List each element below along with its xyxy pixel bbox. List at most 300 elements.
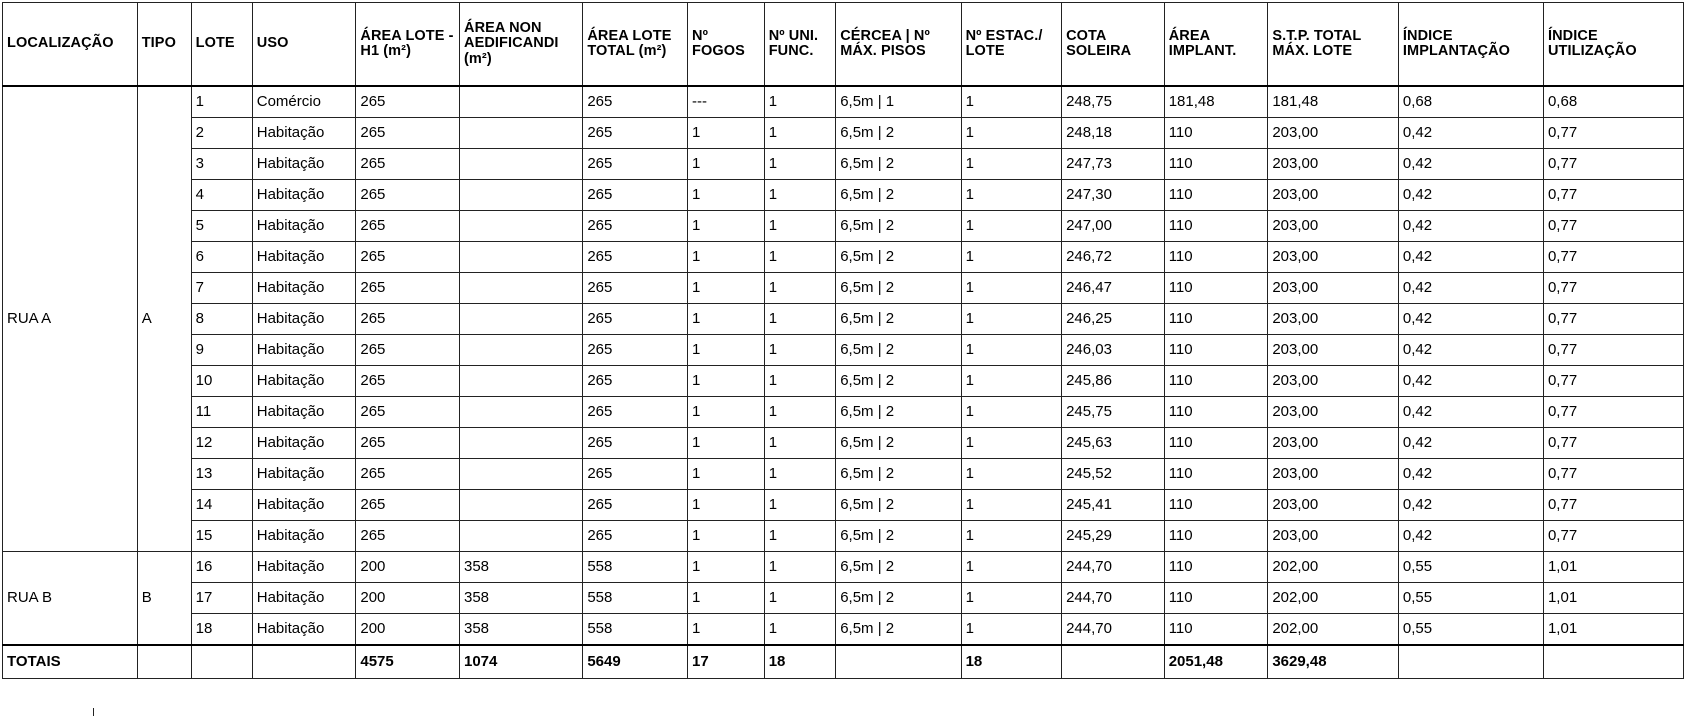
totals-tipo-cell (137, 645, 191, 679)
fogos-cell: 1 (688, 521, 765, 552)
col-header-tipo: TIPO (137, 3, 191, 87)
total-area-non-aedificandi: 1074 (460, 645, 583, 679)
col-header-fogos: Nº FOGOS (688, 3, 765, 87)
fogos-cell: 1 (688, 335, 765, 366)
stp-total-cell: 203,00 (1268, 304, 1399, 335)
estac-lote-cell: 1 (961, 428, 1062, 459)
indice-utilizacao-cell: 0,77 (1543, 273, 1683, 304)
area-implant-cell: 181,48 (1164, 86, 1268, 118)
cota-soleira-cell: 248,18 (1062, 118, 1165, 149)
indice-utilizacao-cell: 0,77 (1543, 397, 1683, 428)
indice-implantacao-cell: 0,42 (1398, 335, 1543, 366)
cota-soleira-cell: 244,70 (1062, 614, 1165, 646)
cota-soleira-cell: 246,03 (1062, 335, 1165, 366)
col-header-localizacao: LOCALIZAÇÃO (3, 3, 138, 87)
cota-soleira-cell: 245,52 (1062, 459, 1165, 490)
total-area-implant: 2051,48 (1164, 645, 1268, 679)
lote-cell: 14 (191, 490, 252, 521)
estac-lote-cell: 1 (961, 211, 1062, 242)
area-lote-h1-cell: 265 (356, 459, 460, 490)
stp-total-cell: 203,00 (1268, 242, 1399, 273)
fogos-cell: 1 (688, 118, 765, 149)
cercea-pisos-cell: 6,5m | 2 (836, 583, 961, 614)
indice-implantacao-cell: 0,42 (1398, 428, 1543, 459)
uso-cell: Habitação (252, 428, 356, 459)
table-row (3, 552, 1684, 583)
cota-soleira-cell: 247,00 (1062, 211, 1165, 242)
area-non-aedificandi-cell (460, 86, 583, 118)
stp-total-cell: 202,00 (1268, 614, 1399, 646)
header-row (3, 3, 1684, 87)
table-row (3, 583, 1684, 614)
indice-utilizacao-cell: 0,77 (1543, 335, 1683, 366)
area-lote-h1-cell: 200 (356, 583, 460, 614)
totals-cercea-cell (836, 645, 961, 679)
area-lote-h1-cell: 265 (356, 180, 460, 211)
fogos-cell: 1 (688, 211, 765, 242)
uso-cell: Habitação (252, 118, 356, 149)
localizacao-cell: RUA A (3, 86, 138, 552)
uni-func-cell: 1 (764, 552, 836, 583)
cota-soleira-cell: 245,86 (1062, 366, 1165, 397)
cota-soleira-cell: 245,29 (1062, 521, 1165, 552)
area-lote-h1-cell: 265 (356, 428, 460, 459)
indice-utilizacao-cell: 0,77 (1543, 490, 1683, 521)
uso-cell: Habitação (252, 490, 356, 521)
fogos-cell: 1 (688, 490, 765, 521)
table-row (3, 211, 1684, 242)
area-non-aedificandi-cell (460, 149, 583, 180)
area-lote-h1-cell: 265 (356, 242, 460, 273)
cercea-pisos-cell: 6,5m | 2 (836, 521, 961, 552)
area-non-aedificandi-cell: 358 (460, 552, 583, 583)
uni-func-cell: 1 (764, 614, 836, 646)
uso-cell: Habitação (252, 273, 356, 304)
uni-func-cell: 1 (764, 335, 836, 366)
fogos-cell: 1 (688, 149, 765, 180)
col-header-area-non-aedificandi: ÁREA NON AEDIFICANDI (m²) (460, 3, 583, 87)
lote-cell: 10 (191, 366, 252, 397)
lote-cell: 4 (191, 180, 252, 211)
uso-cell: Habitação (252, 335, 356, 366)
area-lote-total-cell: 265 (583, 366, 688, 397)
lote-cell: 3 (191, 149, 252, 180)
area-implant-cell: 110 (1164, 211, 1268, 242)
area-non-aedificandi-cell: 358 (460, 583, 583, 614)
indice-implantacao-cell: 0,42 (1398, 273, 1543, 304)
lote-cell: 7 (191, 273, 252, 304)
indice-implantacao-cell: 0,55 (1398, 583, 1543, 614)
indice-implantacao-cell: 0,42 (1398, 521, 1543, 552)
total-estac: 18 (961, 645, 1062, 679)
estac-lote-cell: 1 (961, 242, 1062, 273)
cercea-pisos-cell: 6,5m | 2 (836, 459, 961, 490)
lote-cell: 9 (191, 335, 252, 366)
cercea-pisos-cell: 6,5m | 2 (836, 180, 961, 211)
cota-soleira-cell: 246,72 (1062, 242, 1165, 273)
area-lote-h1-cell: 200 (356, 552, 460, 583)
table-row (3, 459, 1684, 490)
stp-total-cell: 203,00 (1268, 149, 1399, 180)
indice-implantacao-cell: 0,42 (1398, 242, 1543, 273)
stp-total-cell: 203,00 (1268, 273, 1399, 304)
table-row (3, 273, 1684, 304)
area-lote-total-cell: 265 (583, 521, 688, 552)
cercea-pisos-cell: 6,5m | 2 (836, 428, 961, 459)
area-non-aedificandi-cell (460, 304, 583, 335)
area-lote-total-cell: 265 (583, 149, 688, 180)
lote-cell: 18 (191, 614, 252, 646)
uso-cell: Habitação (252, 149, 356, 180)
col-header-area-lote-h1: ÁREA LOTE - H1 (m²) (356, 3, 460, 87)
indice-implantacao-cell: 0,42 (1398, 149, 1543, 180)
table-row (3, 614, 1684, 646)
indice-implantacao-cell: 0,42 (1398, 118, 1543, 149)
cota-soleira-cell: 244,70 (1062, 583, 1165, 614)
uni-func-cell: 1 (764, 180, 836, 211)
uso-cell: Habitação (252, 459, 356, 490)
table-row (3, 521, 1684, 552)
lote-cell: 13 (191, 459, 252, 490)
cercea-pisos-cell: 6,5m | 2 (836, 490, 961, 521)
uni-func-cell: 1 (764, 149, 836, 180)
area-lote-h1-cell: 265 (356, 397, 460, 428)
table-row (3, 490, 1684, 521)
estac-lote-cell: 1 (961, 583, 1062, 614)
indice-implantacao-cell: 0,42 (1398, 459, 1543, 490)
estac-lote-cell: 1 (961, 335, 1062, 366)
uni-func-cell: 1 (764, 211, 836, 242)
col-header-lote: LOTE (191, 3, 252, 87)
table-row (3, 86, 1684, 118)
area-implant-cell: 110 (1164, 459, 1268, 490)
area-lote-total-cell: 265 (583, 180, 688, 211)
area-lote-h1-cell: 265 (356, 273, 460, 304)
estac-lote-cell: 1 (961, 118, 1062, 149)
lote-cell: 6 (191, 242, 252, 273)
stp-total-cell: 203,00 (1268, 521, 1399, 552)
cercea-pisos-cell: 6,5m | 2 (836, 552, 961, 583)
indice-utilizacao-cell: 1,01 (1543, 614, 1683, 646)
stp-total-cell: 202,00 (1268, 583, 1399, 614)
col-header-area-lote-total: ÁREA LOTE TOTAL (m²) (583, 3, 688, 87)
indice-utilizacao-cell: 1,01 (1543, 552, 1683, 583)
cota-soleira-cell: 246,25 (1062, 304, 1165, 335)
table-row (3, 366, 1684, 397)
fogos-cell: 1 (688, 273, 765, 304)
indice-implantacao-cell: 0,55 (1398, 552, 1543, 583)
col-header-area-implant: ÁREA IMPLANT. (1164, 3, 1268, 87)
lote-cell: 8 (191, 304, 252, 335)
cota-soleira-cell: 247,73 (1062, 149, 1165, 180)
uni-func-cell: 1 (764, 86, 836, 118)
totals-label: TOTAIS (3, 645, 138, 679)
indice-implantacao-cell: 0,42 (1398, 490, 1543, 521)
stp-total-cell: 203,00 (1268, 335, 1399, 366)
area-lote-total-cell: 265 (583, 273, 688, 304)
fogos-cell: 1 (688, 242, 765, 273)
estac-lote-cell: 1 (961, 490, 1062, 521)
indice-utilizacao-cell: 0,77 (1543, 459, 1683, 490)
fogos-cell: 1 (688, 459, 765, 490)
area-lote-h1-cell: 265 (356, 490, 460, 521)
table-row (3, 180, 1684, 211)
lote-cell: 5 (191, 211, 252, 242)
uso-cell: Habitação (252, 614, 356, 646)
indice-utilizacao-cell: 0,77 (1543, 149, 1683, 180)
area-implant-cell: 110 (1164, 366, 1268, 397)
area-non-aedificandi-cell (460, 335, 583, 366)
estac-lote-cell: 1 (961, 614, 1062, 646)
stp-total-cell: 203,00 (1268, 211, 1399, 242)
table-row (3, 335, 1684, 366)
indice-utilizacao-cell: 0,68 (1543, 86, 1683, 118)
uni-func-cell: 1 (764, 242, 836, 273)
area-non-aedificandi-cell (460, 397, 583, 428)
indice-utilizacao-cell: 0,77 (1543, 521, 1683, 552)
uso-cell: Habitação (252, 583, 356, 614)
area-implant-cell: 110 (1164, 583, 1268, 614)
area-implant-cell: 110 (1164, 180, 1268, 211)
totals-lote-cell (191, 645, 252, 679)
area-lote-total-cell: 265 (583, 459, 688, 490)
table-row (3, 242, 1684, 273)
table-body (3, 86, 1684, 645)
uni-func-cell: 1 (764, 428, 836, 459)
totals-indice-implantacao-cell (1398, 645, 1543, 679)
area-non-aedificandi-cell (460, 490, 583, 521)
table-row (3, 149, 1684, 180)
indice-utilizacao-cell: 0,77 (1543, 428, 1683, 459)
estac-lote-cell: 1 (961, 304, 1062, 335)
cercea-pisos-cell: 6,5m | 2 (836, 335, 961, 366)
area-lote-total-cell: 265 (583, 242, 688, 273)
area-non-aedificandi-cell (460, 428, 583, 459)
table-row (3, 428, 1684, 459)
totals-indice-utilizacao-cell (1543, 645, 1683, 679)
stp-total-cell: 181,48 (1268, 86, 1399, 118)
area-implant-cell: 110 (1164, 304, 1268, 335)
estac-lote-cell: 1 (961, 397, 1062, 428)
table-row (3, 397, 1684, 428)
area-lote-h1-cell: 265 (356, 149, 460, 180)
area-lote-total-cell: 265 (583, 118, 688, 149)
uni-func-cell: 1 (764, 118, 836, 149)
cercea-pisos-cell: 6,5m | 2 (836, 273, 961, 304)
fogos-cell: --- (688, 86, 765, 118)
area-implant-cell: 110 (1164, 428, 1268, 459)
cota-soleira-cell: 245,63 (1062, 428, 1165, 459)
col-header-stp-total: S.T.P. TOTAL MÁX. LOTE (1268, 3, 1399, 87)
lote-cell: 1 (191, 86, 252, 118)
area-non-aedificandi-cell (460, 211, 583, 242)
tipo-cell: A (137, 86, 191, 552)
uni-func-cell: 1 (764, 304, 836, 335)
lot-parameters-table (2, 2, 1684, 679)
stp-total-cell: 203,00 (1268, 180, 1399, 211)
area-lote-total-cell: 265 (583, 211, 688, 242)
stp-total-cell: 203,00 (1268, 118, 1399, 149)
uni-func-cell: 1 (764, 490, 836, 521)
uso-cell: Comércio (252, 86, 356, 118)
fogos-cell: 1 (688, 552, 765, 583)
lote-cell: 2 (191, 118, 252, 149)
col-header-indice-implantacao: ÍNDICE IMPLANTAÇÃO (1398, 3, 1543, 87)
area-implant-cell: 110 (1164, 118, 1268, 149)
estac-lote-cell: 1 (961, 180, 1062, 211)
indice-utilizacao-cell: 0,77 (1543, 211, 1683, 242)
area-lote-total-cell: 265 (583, 397, 688, 428)
cota-soleira-cell: 245,75 (1062, 397, 1165, 428)
area-implant-cell: 110 (1164, 552, 1268, 583)
indice-implantacao-cell: 0,68 (1398, 86, 1543, 118)
col-header-uni-func: Nº UNI. FUNC. (764, 3, 836, 87)
uso-cell: Habitação (252, 366, 356, 397)
col-header-cota-soleira: COTA SOLEIRA (1062, 3, 1165, 87)
fogos-cell: 1 (688, 180, 765, 211)
cercea-pisos-cell: 6,5m | 2 (836, 614, 961, 646)
area-lote-total-cell: 265 (583, 428, 688, 459)
cota-soleira-cell: 248,75 (1062, 86, 1165, 118)
indice-implantacao-cell: 0,42 (1398, 397, 1543, 428)
area-lote-h1-cell: 265 (356, 118, 460, 149)
fogos-cell: 1 (688, 614, 765, 646)
total-area-lote-h1: 4575 (356, 645, 460, 679)
lote-cell: 15 (191, 521, 252, 552)
area-lote-h1-cell: 200 (356, 614, 460, 646)
uni-func-cell: 1 (764, 459, 836, 490)
table-edge-tick (93, 708, 94, 716)
area-implant-cell: 110 (1164, 614, 1268, 646)
total-stp: 3629,48 (1268, 645, 1399, 679)
indice-utilizacao-cell: 1,01 (1543, 583, 1683, 614)
cercea-pisos-cell: 6,5m | 2 (836, 149, 961, 180)
cercea-pisos-cell: 6,5m | 2 (836, 211, 961, 242)
fogos-cell: 1 (688, 366, 765, 397)
localizacao-cell: RUA B (3, 552, 138, 646)
area-lote-h1-cell: 265 (356, 521, 460, 552)
indice-implantacao-cell: 0,42 (1398, 366, 1543, 397)
cota-soleira-cell: 245,41 (1062, 490, 1165, 521)
cercea-pisos-cell: 6,5m | 2 (836, 118, 961, 149)
area-implant-cell: 110 (1164, 273, 1268, 304)
estac-lote-cell: 1 (961, 459, 1062, 490)
table-row (3, 304, 1684, 335)
area-lote-total-cell: 558 (583, 583, 688, 614)
area-lote-h1-cell: 265 (356, 304, 460, 335)
area-non-aedificandi-cell (460, 118, 583, 149)
area-non-aedificandi-cell (460, 459, 583, 490)
area-lote-h1-cell: 265 (356, 335, 460, 366)
uni-func-cell: 1 (764, 366, 836, 397)
uso-cell: Habitação (252, 304, 356, 335)
uni-func-cell: 1 (764, 521, 836, 552)
estac-lote-cell: 1 (961, 86, 1062, 118)
area-non-aedificandi-cell (460, 366, 583, 397)
uso-cell: Habitação (252, 397, 356, 428)
estac-lote-cell: 1 (961, 273, 1062, 304)
indice-utilizacao-cell: 0,77 (1543, 118, 1683, 149)
stp-total-cell: 203,00 (1268, 366, 1399, 397)
col-header-cercea-pisos: CÉRCEA | Nº MÁX. PISOS (836, 3, 961, 87)
total-fogos: 17 (688, 645, 765, 679)
estac-lote-cell: 1 (961, 552, 1062, 583)
uso-cell: Habitação (252, 552, 356, 583)
area-non-aedificandi-cell (460, 273, 583, 304)
area-non-aedificandi-cell: 358 (460, 614, 583, 646)
area-implant-cell: 110 (1164, 521, 1268, 552)
cota-soleira-cell: 244,70 (1062, 552, 1165, 583)
stp-total-cell: 203,00 (1268, 397, 1399, 428)
area-lote-total-cell: 558 (583, 614, 688, 646)
uni-func-cell: 1 (764, 397, 836, 428)
area-implant-cell: 110 (1164, 335, 1268, 366)
indice-utilizacao-cell: 0,77 (1543, 304, 1683, 335)
estac-lote-cell: 1 (961, 366, 1062, 397)
cota-soleira-cell: 247,30 (1062, 180, 1165, 211)
totals-row (3, 645, 1684, 679)
lote-cell: 16 (191, 552, 252, 583)
col-header-indice-utilizacao: ÍNDICE UTILIZAÇÃO (1543, 3, 1683, 87)
estac-lote-cell: 1 (961, 149, 1062, 180)
stp-total-cell: 203,00 (1268, 428, 1399, 459)
area-lote-total-cell: 265 (583, 86, 688, 118)
area-non-aedificandi-cell (460, 180, 583, 211)
uni-func-cell: 1 (764, 583, 836, 614)
area-lote-h1-cell: 265 (356, 86, 460, 118)
table-row (3, 118, 1684, 149)
fogos-cell: 1 (688, 304, 765, 335)
totals-cota-cell (1062, 645, 1165, 679)
stp-total-cell: 203,00 (1268, 490, 1399, 521)
lote-cell: 11 (191, 397, 252, 428)
area-non-aedificandi-cell (460, 242, 583, 273)
fogos-cell: 1 (688, 428, 765, 459)
cercea-pisos-cell: 6,5m | 2 (836, 397, 961, 428)
area-lote-h1-cell: 265 (356, 366, 460, 397)
uso-cell: Habitação (252, 242, 356, 273)
col-header-estac-lote: Nº ESTAC./ LOTE (961, 3, 1062, 87)
area-lote-total-cell: 558 (583, 552, 688, 583)
fogos-cell: 1 (688, 583, 765, 614)
area-lote-h1-cell: 265 (356, 211, 460, 242)
area-non-aedificandi-cell (460, 521, 583, 552)
cercea-pisos-cell: 6,5m | 2 (836, 242, 961, 273)
lote-cell: 12 (191, 428, 252, 459)
uso-cell: Habitação (252, 180, 356, 211)
area-implant-cell: 110 (1164, 242, 1268, 273)
indice-implantacao-cell: 0,42 (1398, 180, 1543, 211)
stp-total-cell: 203,00 (1268, 459, 1399, 490)
area-lote-total-cell: 265 (583, 304, 688, 335)
area-implant-cell: 110 (1164, 149, 1268, 180)
indice-implantacao-cell: 0,55 (1398, 614, 1543, 646)
area-implant-cell: 110 (1164, 490, 1268, 521)
total-area-lote-total: 5649 (583, 645, 688, 679)
indice-implantacao-cell: 0,42 (1398, 211, 1543, 242)
indice-utilizacao-cell: 0,77 (1543, 366, 1683, 397)
indice-utilizacao-cell: 0,77 (1543, 180, 1683, 211)
stp-total-cell: 202,00 (1268, 552, 1399, 583)
cercea-pisos-cell: 6,5m | 2 (836, 304, 961, 335)
cercea-pisos-cell: 6,5m | 1 (836, 86, 961, 118)
uso-cell: Habitação (252, 521, 356, 552)
total-uni-func: 18 (764, 645, 836, 679)
indice-implantacao-cell: 0,42 (1398, 304, 1543, 335)
lote-cell: 17 (191, 583, 252, 614)
col-header-uso: USO (252, 3, 356, 87)
uni-func-cell: 1 (764, 273, 836, 304)
